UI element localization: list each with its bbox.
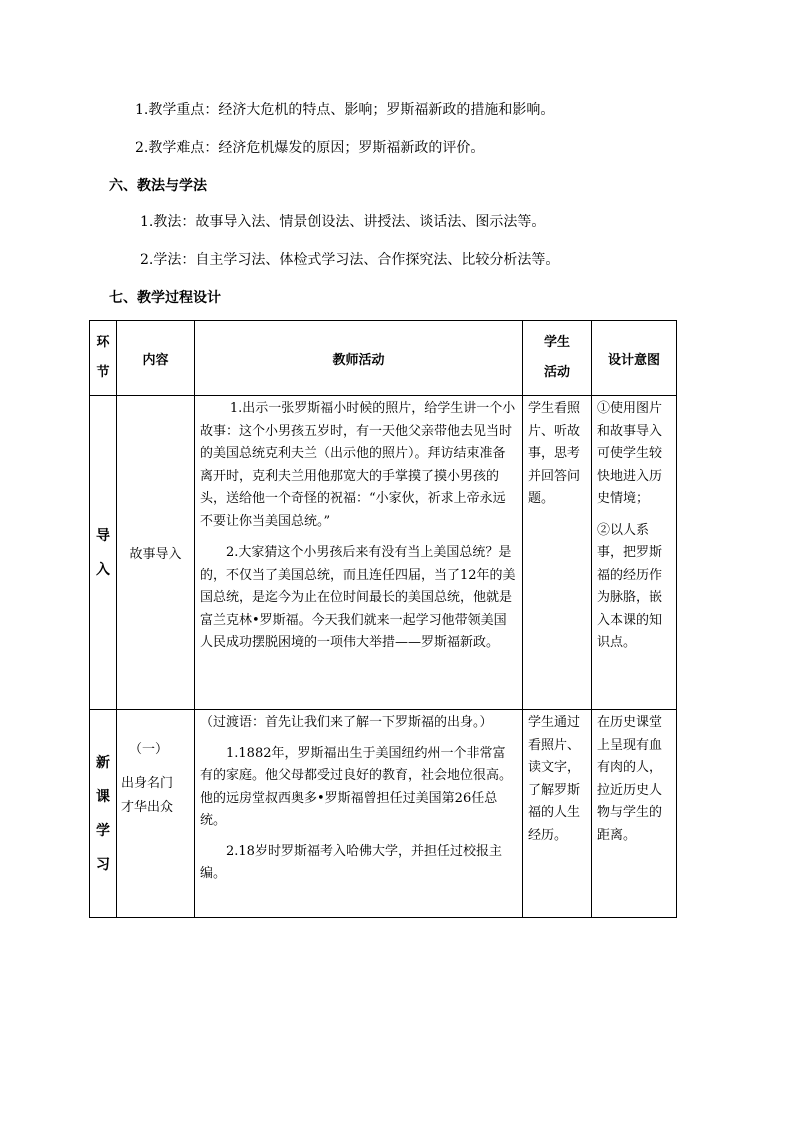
stage-cell: 导 入 — [90, 396, 117, 710]
learning-methods: 2.学法：自主学习法、体检式学习法、合作探究法、比较分析法等。 — [140, 252, 560, 268]
teacher-paragraph: 1.出示一张罗斯福小时候的照片，给学生讲一个小故事：这个小男孩五岁时，有一天他父亲带他去见当时的美国总统克利夫兰（出示他的照片）。拜访结束准备离开时，克利夫兰用他那宽大的手掌摸了摸小男孩的头，送给他一个奇怪的祝福：“小家伙，祈求上帝永远不要让你当美国总统。” — [200, 401, 516, 529]
section-7-title: 七、教学过程设计 — [109, 290, 221, 306]
intent-cell: ①使用图片和故事导入可使学生较快地进入历史情境； ②以人系事，把罗斯福的经历作为脉胳，嵌入本课的知识点。 — [592, 396, 677, 710]
table-row — [90, 396, 677, 710]
table-header-row — [90, 321, 677, 396]
teacher-cell — [195, 396, 523, 710]
difficulties: 2.教学难点：经济危机爆发的原因；罗斯福新政的评价。 — [135, 140, 485, 156]
intent-cell: 在历史课堂上呈现有血有肉的人，拉近历史人物与学生的距离。 — [592, 710, 677, 918]
student-cell: 学生通过看照片、读文字，了解罗斯福的人生经历。 — [523, 710, 592, 918]
teacher-paragraph: 1.1882年，罗斯福出生于美国纽约州一个非常富有的家庭。他父母都受过良好的教育，社会地位很高。他的远房堂叔西奥多•罗斯福曾担任过美国第26任总统。 — [200, 745, 513, 828]
key-points: 1.教学重点：经济大危机的特点、影响；罗斯福新政的措施和影响。 — [135, 102, 555, 118]
section-6-title: 六、教法与学法 — [109, 178, 207, 194]
teacher-paragraph: 2.大家猜这个小男孩后来有没有当上美国总统？是的，不仅当了美国总统，而且连任四届，当了12年的美国总统，是迄今为止在位时间最长的美国总统，他就是富兰克林•罗斯福。今天我们就来一起学习他带领美国人民成功摆脱困境的一项伟大举措——罗斯福新政。 — [200, 545, 516, 650]
header-stage: 环 节 — [90, 321, 117, 396]
header-student: 学生 活动 — [523, 321, 592, 396]
header-intent: 设计意图 — [592, 321, 677, 396]
header-content: 内容 — [117, 321, 195, 396]
teaching-methods: 1.教法：故事导入法、情景创设法、讲授法、谈话法、图示法等。 — [140, 214, 546, 230]
student-cell: 学生看照片、听故事，思考并回答问题。 — [523, 396, 592, 710]
content-cell: （一） 出身名门 才华出众 — [117, 710, 195, 918]
teacher-cell: （过渡语：首先让我们来了解一下罗斯福的出身。） 1.1882年，罗斯福出生于美国纽约州一个非常富有的家庭。他父母都受过良好的教育，社会地位很高。他的远房堂叔西奥多•罗斯福曾担任过美国第26任总统。 2.18岁时罗斯福考入哈佛大学，并担任过校报主编。 — [195, 710, 523, 918]
content-cell: 故事导入 — [117, 396, 195, 710]
stage-cell: 新 课 学 习 — [90, 710, 117, 918]
teacher-paragraph: 2.18岁时罗斯福考入哈佛大学，并担任过校报主编。 — [200, 843, 502, 881]
lesson-process-table — [89, 320, 677, 918]
header-teacher: 教师活动 — [195, 321, 523, 396]
table-row — [90, 710, 677, 918]
